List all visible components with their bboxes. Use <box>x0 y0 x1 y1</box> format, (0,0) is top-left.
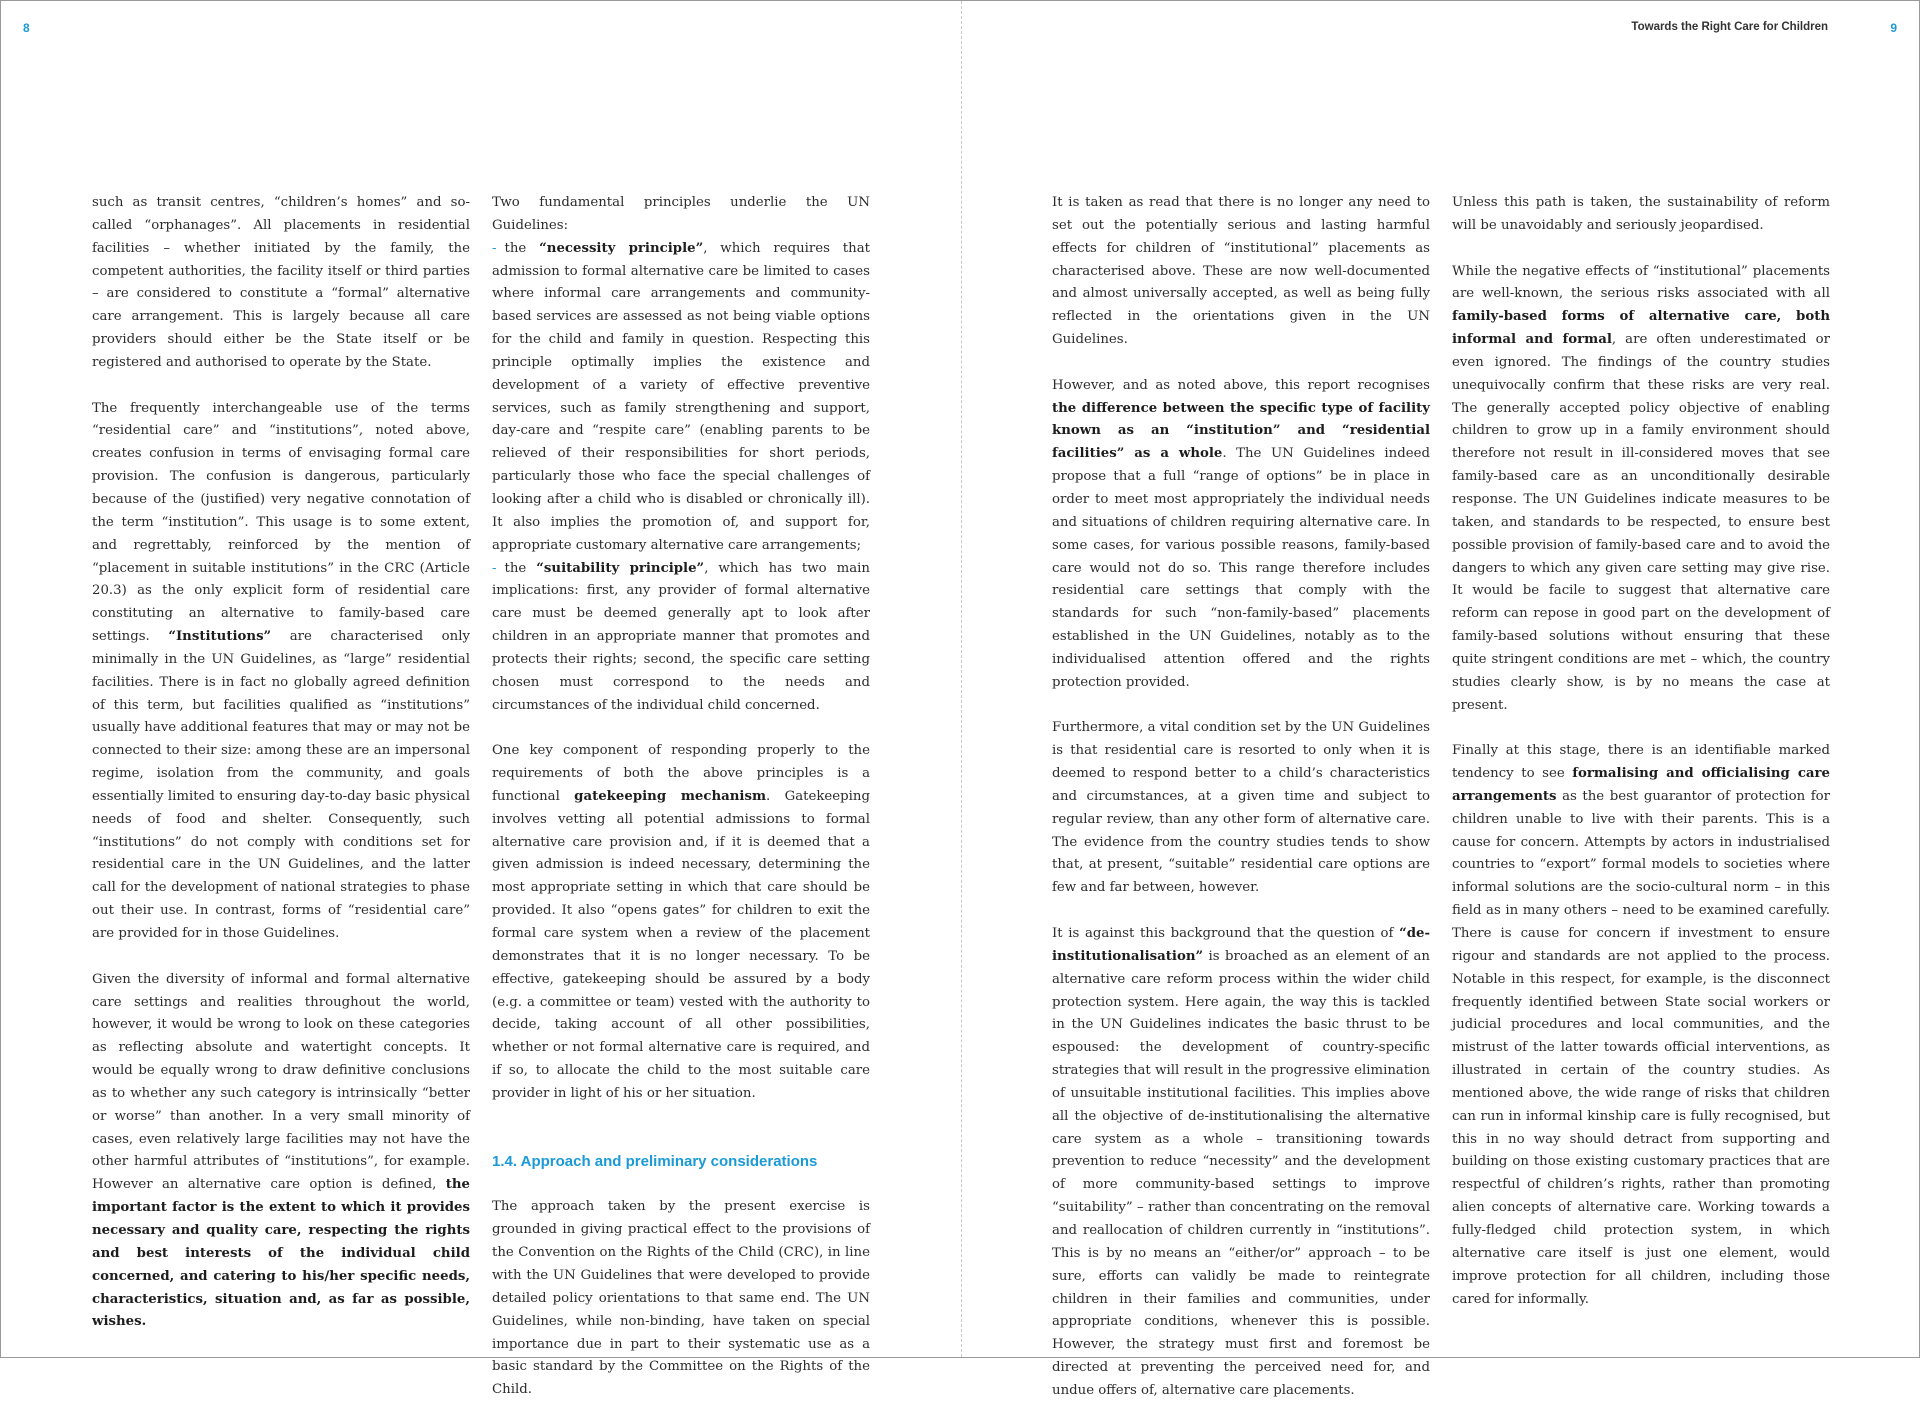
bullet-dash: - <box>492 560 497 576</box>
paragraph: It is taken as read that there is no longer any need to set out the potentially serious and lasting harmful effects for children of “institutional” placements as characterised above. These are now well-documented and almost universally accepted, as well as being fully reflected in the orientations given in the UN Guidelines. <box>1052 195 1430 348</box>
paragraph: However, and as noted above, this report recognises the difference between the specific type of facility known as an “institution” and “residential facilities” as a whole. The UN Guidelines indeed propose that a full “range of options” be in place in order to meet most appropriately the individual needs and situations of children requiring alternative care. In some cases, for various possible reasons, family-based care would not do so. This range therefore includes residential care settings that comply with the standards for such “non-family-based” placements established in the UN Guidelines, notably as to the individualised attention offered and the rights protection provided. <box>1052 377 1430 690</box>
paragraph: The approach taken by the present exercise is grounded in giving practical effect to the provisions of the Convention on the Rights of the Child (CRC), in line with the UN Guidelines that were developed to provide detailed policy orientations to that same end. The UN Guidelines, while non-binding, have taken on special importance due in part to their systematic use as a basic standard by the Committee on the Rights of the Child. <box>492 1199 870 1398</box>
page-number-right: 9 <box>1890 21 1897 35</box>
bullet-dash: - <box>492 240 497 256</box>
paragraph: Two fundamental principles underlie the UN Guidelines: - the “necessity principle”, which requires that admission to formal alternative care be limited to cases where informal care arrangements and community-based services are assessed as not being viable options for the child and family in question. Respecting this principle optimally implies the existence and development of a variety of effective preventive services, such as family strengthening and support, day-care and “respite care” (enabling parents to be relieved of their responsibilities for short periods, particularly those who face the special challenges of looking after a child who is disabled or chronically ill). It also implies the promotion of, and support for, appropriate customary alternative care arrangements; - the “suitability principle”, which has two main implications: first, any provider of formal alternative care must be deemed generally apt to look after children in an appropriate manner that promotes and protects their rights; second, the specific care setting chosen must correspond to the needs and circumstances of the individual child concerned. <box>492 195 870 713</box>
section-heading: 1.4. Approach and preliminary considerations <box>492 1152 818 1170</box>
right-page-column-2 <box>1452 192 1830 1311</box>
paragraph: such as transit centres, “children’s homes” and so-called “orphanages”. All placements in residential facilities – whether initiated by the family, the competent authorities, the facility itself or third parties – are considered to constitute a “formal” alternative care arrangement. This is largely because all care providers should either be the State itself or be registered and authorised to operate by the State. <box>92 195 470 370</box>
page-gutter <box>961 1 962 1357</box>
paragraph: One key component of responding properly to the requirements of both the above principles is a functional gatekeeping mechanism. Gatekeeping involves vetting all potential admissions to formal alternative care provision and, if it is deemed that a given admission is indeed necessary, determining the most appropriate setting in which that care should be provided. It also “opens gates” for children to exit the formal care system when a review of the placement demonstrates that it is no longer necessary. To be effective, gatekeeping should be assured by a body (e.g. a committee or team) vested with the authority to decide, taking account of all other possibilities, whether or not formal alternative care is required, and if so, to allocate the child to the most suitable care provider in light of his or her situation. <box>492 743 870 1101</box>
page-number-left: 8 <box>23 21 30 35</box>
paragraph: The frequently interchangeable use of the terms “residential care” and “institutions”, noted above, creates confusion in terms of envisaging formal care provision. The confusion is dangerous, particularly because of the (justified) very negative connotation of the term “institution”. This usage is to some extent, and regrettably, reinforced by the mention of “placement in suitable institutions” in the CRC (Article 20.3) as the only explicit form of residential care constituting an alternative to family-based care settings. “Institutions” are characterised only minimally in the UN Guidelines, as “large” residential facilities. There is in fact no globally agreed definition of this term, but facilities qualified as “institutions” usually have additional features that may or may not be connected to their size: among these are an impersonal regime, isolation from the community, and goals essentially limited to ensuring day-to-day basic physical needs of food and shelter. Consequently, such “institutions” do not comply with conditions set for residential care in the UN Guidelines, and the latter call for the development of national strategies to phase out their use. In contrast, forms of “residential care” are provided for in those Guidelines. <box>92 400 470 941</box>
paragraph: While the negative effects of “institutional” placements are well-known, the serious risks associated with all family-based forms of alternative care, both informal and formal, are often underestimated or even ignored. The findings of the country studies unequivocally confirm that these risks are very real. The generally accepted policy objective of enabling children to grow up in a family environment should therefore not result in ill-considered moves that see family-based care as an unconditionally desirable response. The UN Guidelines indicate measures to be taken, and standards to be respected, to ensure best possible provision of family-based care and to avoid the dangers to which any given care setting may give rise. It would be facile to suggest that alternative care reform can repose in good part on the development of family-based solutions without ensuring that these quite stringent conditions are met – which, the country studies clearly show, is by no means the case at present. <box>1452 263 1830 713</box>
right-page-column-1 <box>1052 192 1430 1403</box>
paragraph: Finally at this stage, there is an identifiable marked tendency to see formalising and officialising care arrangements as the best guarantor of protection for children unable to live with their parents. This is a cause for concern. Attempts by actors in industrialised countries to “export” formal models to societies where informal solutions are the socio-cultural norm – in this field as in many others – need to be examined carefully. There is cause for concern if investment to ensure rigour and standards are not applied to the process. Notable in this respect, for example, is the disconnect frequently identified between State social workers or judicial procedures and local communities, and the mistrust of the latter towards official interventions, as illustrated in certain of the country studies. As mentioned above, the wide range of risks that children can run in informal kinship care is fully recognised, but this in no way should detract from supporting and building on those existing customary practices that are respectful of children’s rights, rather than promoting alien concepts of alternative care. Working towards a fully-fledged child protection system, in which alternative care itself is just one element, would improve protection for all children, including those cared for informally. <box>1452 743 1830 1307</box>
left-page-column-2 <box>492 192 870 1402</box>
running-head: Towards the Right Care for Children <box>1631 21 1828 33</box>
paragraph: Furthermore, a vital condition set by the UN Guidelines is that residential care is resorted to only when it is deemed to respond better to a child’s characteristics and circumstances, at a given time and subject to regular review, than any other form of alternative care. The evidence from the country studies tends to show that, at present, “suitable” residential care options are few and far between, however. <box>1052 720 1430 896</box>
paragraph: Given the diversity of informal and formal alternative care settings and realities throughout the world, however, it would be wrong to look on these categories as reflecting absolute and watertight concepts. It would be equally wrong to draw definitive conclusions as to whether any such category is intrinsically “better or worse” than another. In a very small minority of cases, even relatively large facilities may not have the other harmful attributes of “institutions”, for example. However an alternative care option is defined, the important factor is the extent to which it provides necessary and quality care, respecting the rights and best interests of the individual child concerned, and catering to his/her specific needs, characteristics, situation and, as far as possible, wishes. <box>92 971 470 1330</box>
left-page-column-1 <box>92 192 470 1334</box>
paragraph: Unless this path is taken, the sustainability of reform will be unavoidably and seriously jeopardised. <box>1452 195 1830 233</box>
paragraph: It is against this background that the question of “de-institutionalisation” is broached as an element of an alternative care reform process within the wider child protection system. Here again, the way this is tackled in the UN Guidelines indicates the basic thrust to be espoused: the development of country-specific strategies that will result in the progressive elimination of unsuitable institutional facilities. This implies above all the objective of de-institutionalising the alternative care system as a whole – transitioning towards prevention to reduce “necessity” and the development of more community-based settings to improve “suitability” – rather than concentrating on the removal and reallocation of children currently in “institutions”. This is by no means an “either/or” approach – to be sure, efforts can validly be made to reintegrate children in their families and communities, under appropriate conditions, whenever this is possible. However, the strategy must first and foremost be directed at preventing the perceived need for, and undue offers of, alternative care placements. <box>1052 926 1430 1398</box>
